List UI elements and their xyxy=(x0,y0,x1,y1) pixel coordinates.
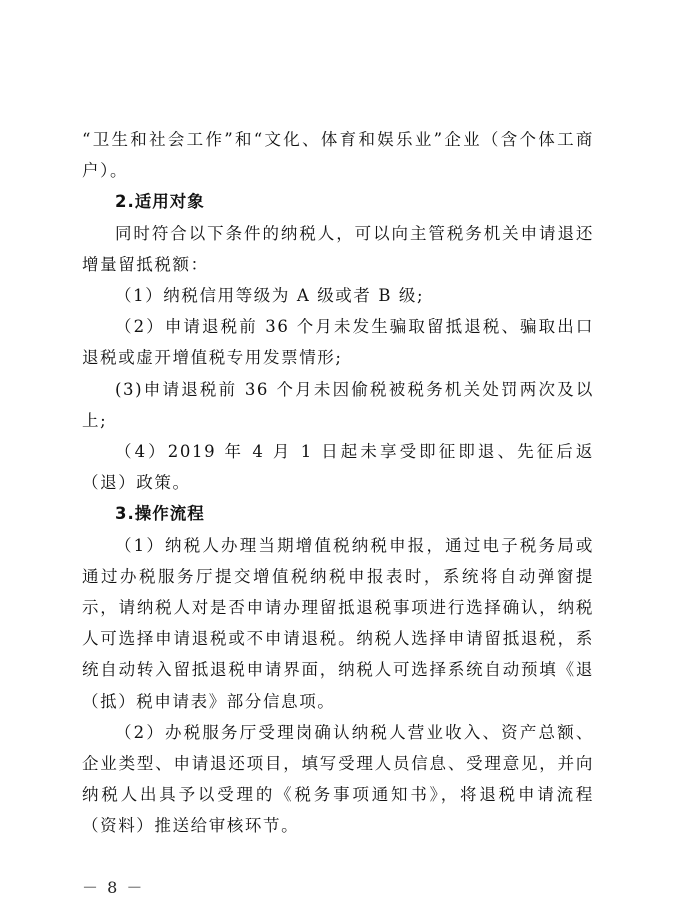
paragraph-condition-1: （1）纳税信用等级为 A 级或者 B 级; xyxy=(115,286,425,306)
section-heading-operation-process: 3.操作流程 xyxy=(115,504,205,524)
paragraph-continuation: “卫生和社会工作”和“文化、体育和娱乐业”企业（含个体工商户）。 xyxy=(82,130,594,181)
paragraph-process-step-1: （1）纳税人办理当期增值税纳税申报，通过电子税务局或通过办税服务厅提交增值税纳税申报表时，系统将自动弹窗提示，请纳税人对是否申请办理留抵退税事项进行选择确认，纳税人可选择申请退税或不申请退税。纳税人选择申请留抵退税，系统自动转入留抵退税申请界面，纳税人可选择系统自动预填《退（抵）税申请表》部分信息项。 xyxy=(82,535,594,711)
page-number: － 8 － xyxy=(82,878,145,897)
section-heading-applicable-objects: 2.适用对象 xyxy=(115,192,205,212)
paragraph-eligibility-intro: 同时符合以下条件的纳税人，可以向主管税务机关申请退还增量留抵税额： xyxy=(82,223,594,274)
paragraph-process-step-2: （2）办税服务厅受理岗确认纳税人营业收入、资产总额、企业类型、申请退还项目，填写受理人员信息、受理意见，并向纳税人出具予以受理的《税务事项通知书》，将退税申请流程（资料）推送给审核环节。 xyxy=(82,722,594,836)
paragraph-condition-3: (3)申请退税前 36 个月未因偷税被税务机关处罚两次及以上; xyxy=(82,379,594,430)
paragraph-condition-2: （2）申请退税前 36 个月未发生骗取留抵退税、骗取出口退税或虚开增值税专用发票情形; xyxy=(82,317,594,368)
paragraph-condition-4: （4）2019 年 4 月 1 日起未享受即征即退、先征后返（退）政策。 xyxy=(82,442,594,493)
document-body xyxy=(82,124,594,842)
